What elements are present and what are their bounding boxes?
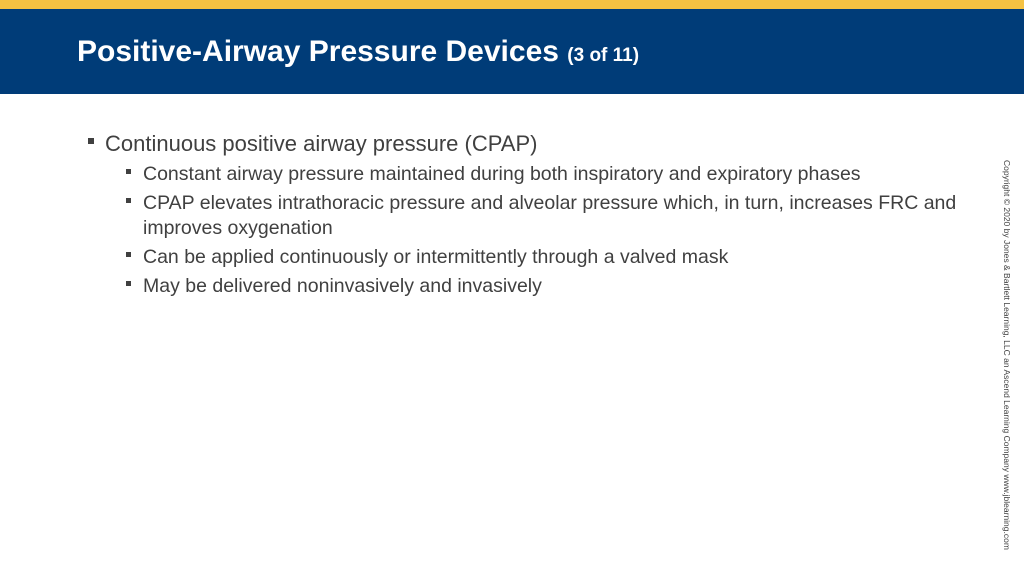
bullet-item-main (86, 130, 966, 299)
slide-title (77, 33, 639, 75)
sub-bullet-list (105, 162, 966, 299)
sub-bullet-item (125, 274, 966, 299)
sub-bullet-item (125, 191, 966, 241)
square-bullet-icon (126, 281, 131, 286)
bullet-text: Continuous positive airway pressure (CPAP) (105, 131, 538, 156)
copyright-notice: Copyright © 2020 by Jones & Bartlett Learning, LLC an Ascend Learning Company www.jblearning.com (1002, 160, 1012, 550)
sub-bullet-item (125, 245, 966, 270)
square-bullet-icon (126, 198, 131, 203)
sub-bullet-text: Constant airway pressure maintained during both inspiratory and expiratory phases (143, 163, 861, 185)
sub-bullet-text: Can be applied continuously or intermittently through a valved mask (143, 246, 729, 268)
slide-counter: (3 of 11) (567, 45, 640, 66)
square-bullet-icon (126, 252, 131, 257)
square-bullet-icon (126, 169, 131, 174)
square-bullet-icon (88, 138, 94, 144)
top-accent-stripe (0, 0, 1024, 9)
sub-bullet-text: May be delivered noninvasively and invasively (143, 275, 542, 297)
sub-bullet-item (125, 162, 966, 187)
slide-title-text: Positive-Airway Pressure Devices (77, 35, 559, 68)
sub-bullet-text: CPAP elevates intrathoracic pressure and alveolar pressure which, in turn, increases FRC and improves oxygenation (143, 192, 957, 239)
bullet-list (86, 130, 966, 303)
